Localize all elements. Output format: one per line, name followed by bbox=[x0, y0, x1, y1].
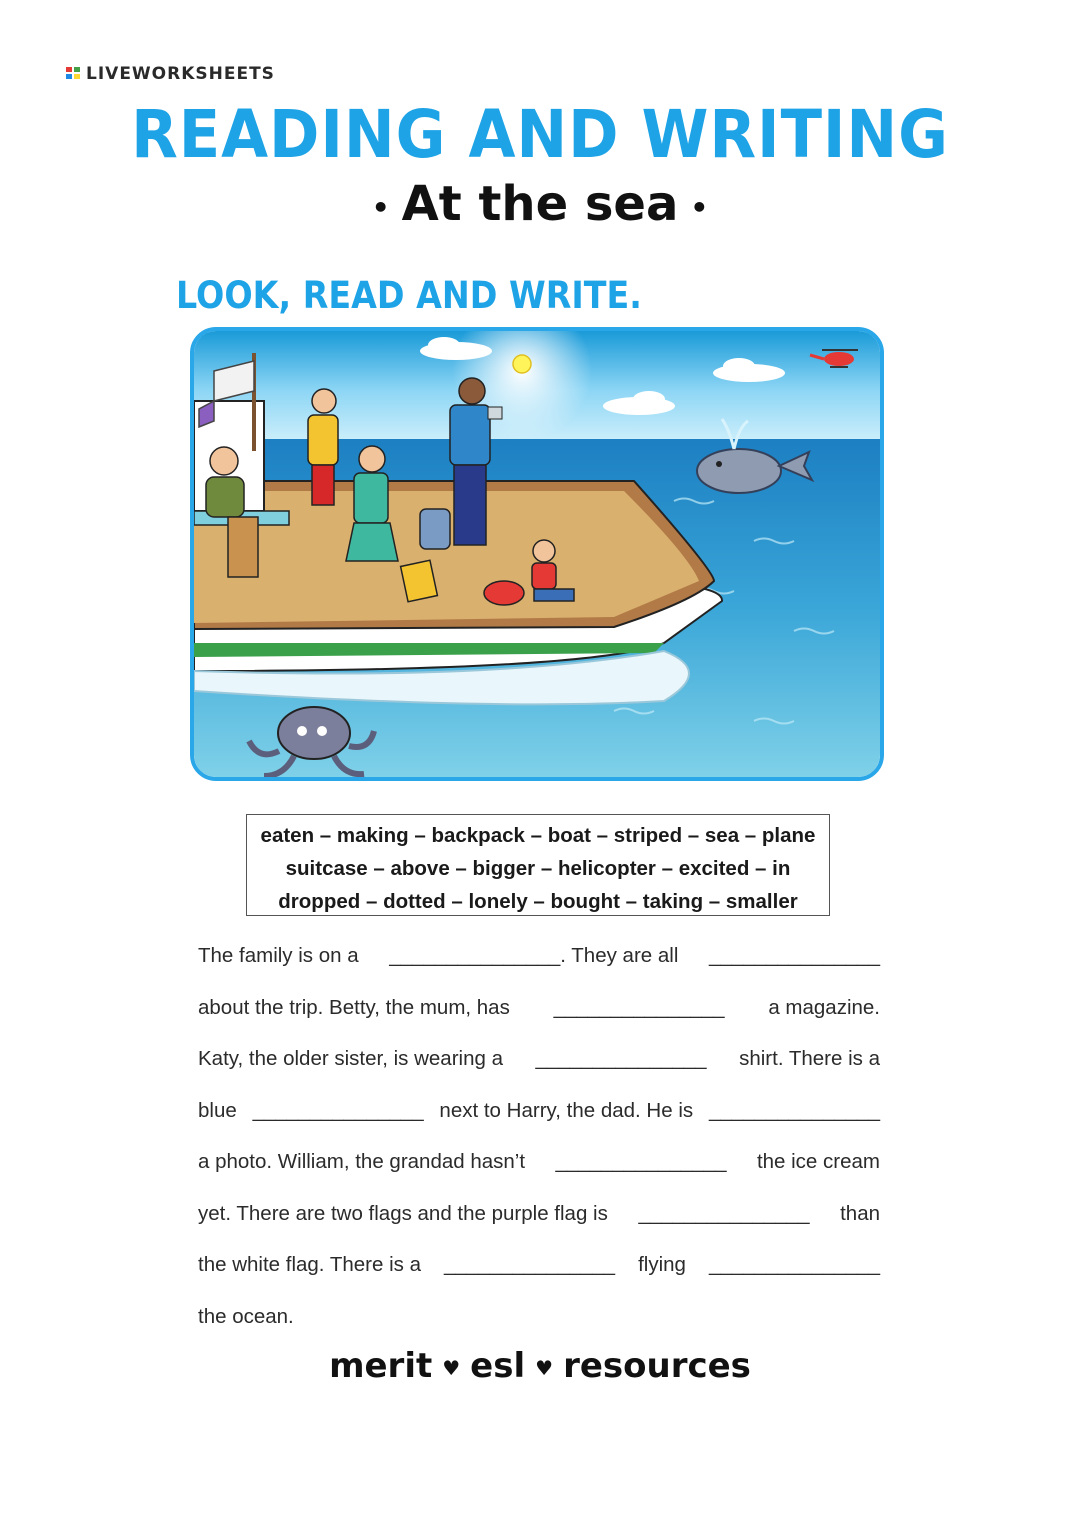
passage-text: the ice cream bbox=[756, 1150, 880, 1173]
boat-scene-illustration bbox=[190, 327, 884, 781]
passage-text: The family is on a bbox=[198, 944, 359, 967]
word-bank-row: dropped – dotted – lonely – bought – taking – smaller bbox=[278, 890, 798, 913]
passage-line-6 bbox=[198, 1188, 880, 1240]
heart-icon: ♥ bbox=[442, 1355, 461, 1380]
passage-text: than bbox=[840, 1201, 880, 1225]
blank-field[interactable]: _______________ bbox=[535, 1047, 707, 1070]
gap-fill-passage bbox=[198, 930, 880, 1342]
page-subtitle bbox=[0, 176, 1080, 232]
passage-text: next to Harry, the dad. He is bbox=[439, 1098, 694, 1122]
passage-line-1 bbox=[198, 930, 880, 982]
brand-logo bbox=[66, 64, 275, 84]
passage-text: _______________. They are all bbox=[389, 944, 679, 967]
subtitle-text: At the sea bbox=[401, 176, 679, 232]
passage-text: about the trip. Betty, the mum, has bbox=[198, 995, 510, 1019]
passage-text: a photo. William, the grandad hasn’t bbox=[198, 1150, 526, 1173]
blank-field[interactable]: _______________ bbox=[708, 1098, 880, 1122]
blank-field[interactable]: _______________ bbox=[708, 944, 880, 967]
passage-line-8 bbox=[198, 1291, 880, 1343]
word-bank-row: eaten – making – backpack – boat – striped – sea – plane bbox=[260, 824, 816, 847]
passage-text: the white flag. There is a bbox=[198, 1253, 421, 1276]
passage-text: yet. There are two flags and the purple flag is bbox=[198, 1201, 608, 1225]
boat-scene-svg bbox=[194, 331, 880, 777]
passage-line-7 bbox=[198, 1239, 880, 1291]
passage-line-5 bbox=[198, 1136, 880, 1188]
blank-field[interactable]: _______________ bbox=[553, 995, 725, 1019]
footer-word: merit bbox=[329, 1346, 433, 1386]
liveworksheets-icon bbox=[66, 67, 82, 81]
bullet-left: • bbox=[371, 190, 390, 224]
word-bank-row: suitcase – above – bigger – helicopter – excited – in bbox=[285, 857, 791, 880]
blank-field[interactable]: _______________ bbox=[638, 1201, 810, 1225]
blank-field[interactable]: _______________ bbox=[708, 1253, 880, 1276]
passage-text: a magazine. bbox=[768, 995, 880, 1019]
blank-field[interactable]: _______________ bbox=[444, 1253, 616, 1276]
footer-brand bbox=[0, 1346, 1080, 1386]
passage-line-3 bbox=[198, 1033, 880, 1085]
blank-field[interactable]: _______________ bbox=[555, 1150, 727, 1173]
footer-word: resources bbox=[563, 1346, 751, 1386]
passage-text: blue bbox=[198, 1098, 237, 1122]
sun-icon bbox=[513, 355, 531, 373]
blank-field[interactable]: _______________ bbox=[252, 1098, 424, 1122]
heart-icon: ♥ bbox=[535, 1355, 554, 1380]
passage-text: flying bbox=[638, 1253, 686, 1276]
bullet-right: • bbox=[690, 190, 709, 224]
passage-line-4 bbox=[198, 1085, 880, 1137]
instruction-heading: LOOK, READ AND WRITE. bbox=[176, 274, 642, 317]
passage-text: shirt. There is a bbox=[739, 1047, 880, 1070]
word-bank bbox=[246, 814, 830, 916]
footer-word: esl bbox=[470, 1346, 526, 1386]
brand-text: LIVEWORKSHEETS bbox=[86, 64, 275, 84]
passage-text: Katy, the older sister, is wearing a bbox=[198, 1047, 503, 1070]
passage-text: the ocean. bbox=[198, 1304, 294, 1328]
page-title: READING AND WRITING bbox=[131, 96, 949, 173]
passage-line-2 bbox=[198, 982, 880, 1034]
